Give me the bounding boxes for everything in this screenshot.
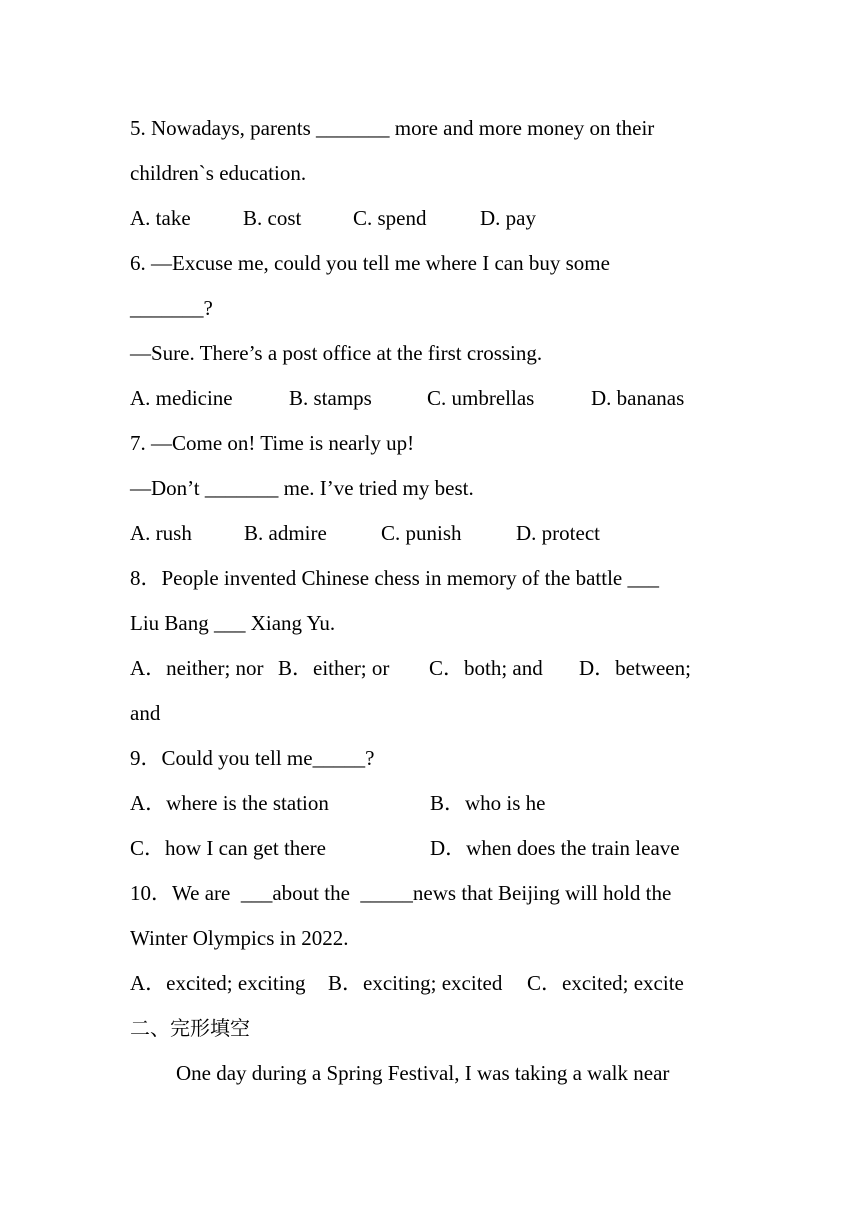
q7-stem-line1: 7. —Come on! Time is nearly up! (130, 431, 415, 455)
q7-option-b: B. admire (244, 521, 327, 545)
q7-option-d: D. protect (516, 521, 600, 545)
q10-stem-line2: Winter Olympics in 2022. (130, 926, 349, 950)
q7-stem-line2: —Don’t _______ me. I’ve tried my best. (130, 476, 474, 500)
q9-option-a: A．where is the station (130, 791, 329, 815)
q7-option-a: A. rush (130, 521, 192, 545)
q9-option-d: D．when does the train leave (430, 836, 680, 860)
q8-option-d: D．between; (579, 656, 691, 680)
q6-option-c: C. umbrellas (427, 386, 535, 410)
q8-option-a: A．neither; nor (130, 656, 264, 680)
section-heading-cloze: 二、完形填空 (130, 1016, 250, 1040)
q6-stem-line3: —Sure. There’s a post office at the first crossing. (130, 341, 543, 365)
q5-option-a: A. take (130, 206, 191, 230)
q8-option-c: C．both; and (429, 656, 543, 680)
q8-option-b: B．either; or (278, 656, 390, 680)
q9-option-b: B．who is he (430, 791, 546, 815)
q10-option-c: C．excited; excite (527, 971, 684, 995)
q10-option-a: A．excited; exciting (130, 971, 306, 995)
q7-option-c: C. punish (381, 521, 462, 545)
q9-stem: 9．Could you tell me_____? (130, 746, 375, 770)
q10-stem-line1: 10．We are ___about the _____news that Beijing will hold the (130, 881, 672, 905)
q10-option-b: B．exciting; excited (328, 971, 503, 995)
q5-stem-line2: children`s education. (130, 161, 307, 185)
q8-stem-line2: Liu Bang ___ Xiang Yu. (130, 611, 336, 635)
q6-option-b: B. stamps (289, 386, 372, 410)
q5-option-d: D. pay (480, 206, 536, 230)
q9-option-c: C．how I can get there (130, 836, 326, 860)
q8-option-d-wrap: and (130, 701, 161, 725)
q6-option-a: A. medicine (130, 386, 233, 410)
q5-option-c: C. spend (353, 206, 427, 230)
q5-stem-line1: 5. Nowadays, parents _______ more and more money on their (130, 116, 655, 140)
cloze-paragraph: One day during a Spring Festival, I was taking a walk near (176, 1061, 670, 1085)
q8-stem-line1: 8．People invented Chinese chess in memory of the battle ___ (130, 566, 659, 590)
q5-option-b: B. cost (243, 206, 302, 230)
q6-stem-line1: 6. —Excuse me, could you tell me where I can buy some (130, 251, 610, 275)
q6-stem-line2: _______? (130, 296, 213, 320)
q6-option-d: D. bananas (591, 386, 685, 410)
